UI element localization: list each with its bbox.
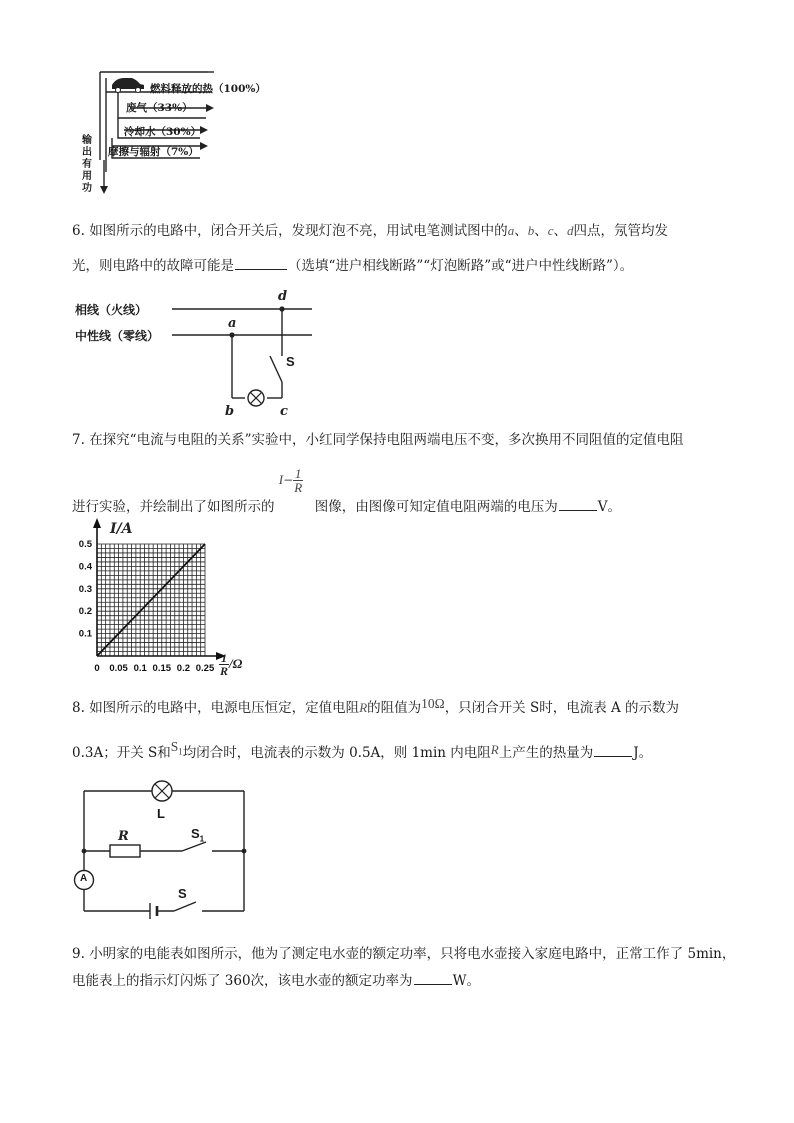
question-8-line-1: 8. 如图所示的电路中，电源电压恒定，定值电阻R的阻值为10Ω，只闭合开关 S时，电流表 A 的示数为 (72, 696, 680, 716)
question-7-line-1: 7. 在探究“电流与电阻的关系”实验中，小红同学保持电阻两端电压不变，多次换用不同阻值的定值电阻 (72, 432, 684, 448)
question-7-line-2: 进行实验，并绘制出了如图所示的 I− $\frac{1}{R}$ 图像，由图像可知定值电阻两端的电压为 V。 (72, 466, 622, 515)
y-axis-label: I/A (110, 521, 133, 537)
y-tick-label: 0.1 (78, 628, 92, 640)
live-wire-label: 相线（火线） (75, 303, 148, 317)
point-b-label: b (225, 404, 235, 419)
x-tick-label: 0.2 (176, 663, 191, 674)
point-a-label: a (228, 316, 237, 331)
coolant-label: 冷却水（30%） (124, 126, 202, 138)
exhaust-label: 废气（33%） (126, 102, 193, 114)
x-axis-label: $\frac{1}{R}$ /Ω (220, 651, 243, 678)
question-number: 6. (72, 223, 85, 239)
neutral-wire-label: 中性线（零线） (75, 329, 160, 343)
question-6-line-2: 光，则电路中的故障可能是 （选填“进户相线断路”“灯泡断路”或“进户中性线断路”）。 (72, 258, 634, 274)
answer-blank[interactable] (414, 971, 452, 985)
x-tick-label: 0.25 (195, 663, 215, 674)
ammeter-a-label: A (80, 873, 88, 884)
question-number: 8. (72, 700, 85, 716)
y-tick-label: 0.4 (78, 561, 92, 573)
question-9-line-2: 电能表上的指示灯闪烁了 360次，该电水壶的额定功率为 W。 (72, 973, 480, 989)
friction-radiation-label: 摩擦与辐射（7%） (108, 146, 199, 158)
switch-s1-label: $S_1$ (191, 826, 205, 844)
useful-output-label: 输出有用功 (82, 135, 92, 194)
point-d-label: d (278, 289, 288, 304)
x-tick-label: 0.1 (133, 663, 147, 674)
lamp-l-icon (152, 781, 172, 801)
switch-s-label: S (178, 886, 187, 901)
lamp-l-label: L (157, 806, 165, 821)
y-tick-label: 0.5 (78, 539, 92, 550)
formula-i-minus-inverse-r: I− $\frac{1}{R}$ (278, 466, 303, 495)
x-tick-label: 0.15 (152, 663, 172, 674)
question-9-line-1: 9. 小明家的电能表如图所示，他为了测定电水壶的额定功率，只将电水壶接入家庭电路中，正常工作了 5min， (72, 946, 736, 962)
question-number: 9. (72, 946, 85, 962)
x-tick-label: 0 (94, 663, 100, 674)
question-number: 7. (72, 432, 85, 448)
x-tick-label: 0.05 (109, 663, 128, 674)
switch-s-label: S (286, 354, 295, 369)
y-tick-label: 0.2 (78, 606, 92, 618)
question-6-line-1: 6. 如图所示的电路中，闭合开关后，发现灯泡不亮，用试电笔测试图中的a、b、c、d四点，氖管均发 (72, 223, 668, 239)
question-8-line-2: 0.3A；开关 S和$S_1$均闭合时，电流表的示数为 0.5A，则 1min 内电阻R上产生的热量为 J。 (72, 739, 653, 761)
resistor-r-label: R (118, 829, 129, 844)
y-tick-label: 0.3 (78, 583, 92, 595)
fuel-heat-label: 燃料释放的热（100%） (150, 83, 266, 95)
point-c-label: c (280, 404, 288, 419)
